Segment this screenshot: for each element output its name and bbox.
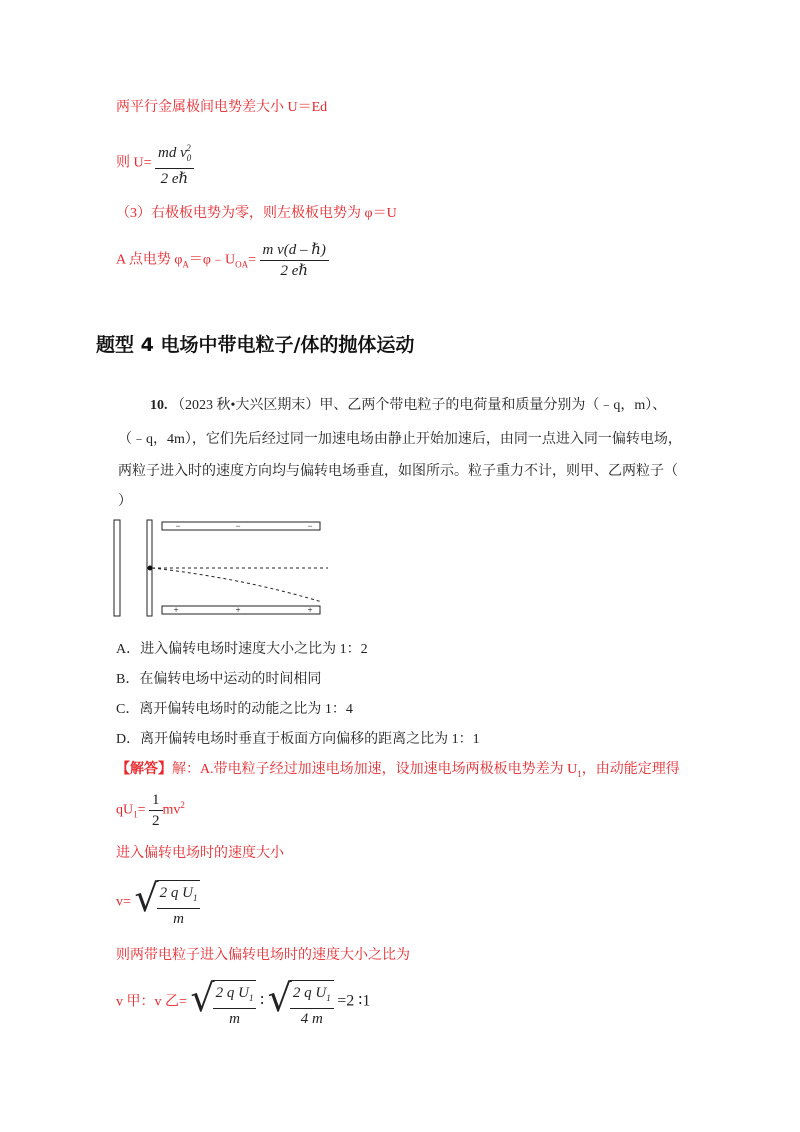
deflection-diagram xyxy=(112,516,336,620)
sub-1: 1 xyxy=(192,893,198,903)
text-speed: 进入偏转电场时的速度大小 xyxy=(116,846,284,861)
ratio-result: =2 ∶1 xyxy=(337,992,371,1010)
formula-u xyxy=(116,138,194,189)
section-heading: 题型 4 电场中带电粒子/体的抛体运动 xyxy=(96,334,415,356)
v-den: m xyxy=(173,911,184,927)
ratio-sqrt-1: √ $\frac{2 q U_1}{m}$ xyxy=(190,976,256,1029)
answer-intro-end: ，由动能定理得 xyxy=(581,762,680,777)
half-num: 1 xyxy=(149,790,163,811)
answer-tag: 【解答】 xyxy=(116,762,172,777)
formula-ratio xyxy=(116,976,370,1029)
text-ratio: 则两带电粒子进入偏转电场时的速度大小之比为 xyxy=(116,948,410,963)
formula-v xyxy=(116,876,200,929)
question-line-2: （﹣q，4m），它们先后经过同一加速电场由静止开始加速后，由同一点进入同一偏转电场， xyxy=(118,432,682,447)
v-num: 2 q U xyxy=(159,885,193,901)
phi-a-mid: ＝φ﹣U xyxy=(188,252,236,268)
ratio-sqrt-2: √ $\frac{2 q U_1}{4 m}$ xyxy=(268,976,334,1029)
v-fraction xyxy=(157,883,201,929)
curved-path xyxy=(152,568,322,602)
ratio-fraction-2 xyxy=(290,983,334,1029)
plus-sign: + xyxy=(173,605,179,615)
minus-sign: − xyxy=(175,521,181,531)
top-deflection-plate xyxy=(162,522,320,530)
phi-a-den: 2 eℏ xyxy=(280,263,309,279)
ratio-den-2: 4 m xyxy=(300,1011,323,1027)
answer-intro-text: 解：A.带电粒子经过加速电场加速，设加速电场两极板电势差为 U xyxy=(172,762,578,777)
sub-a: A xyxy=(182,259,189,270)
sub-1: 1 xyxy=(133,809,138,820)
choice-b: B．在偏转电场中运动的时间相同 xyxy=(116,672,322,687)
ratio-fraction-1 xyxy=(213,983,257,1029)
v-left: v= xyxy=(116,894,131,910)
eq1-right: mv xyxy=(162,802,181,818)
sub-oa: OA xyxy=(235,259,249,270)
phi-a-fraction xyxy=(260,240,329,281)
text-left-plate-potential: （3）右极板电势为零，则左极板电势为 φ＝U xyxy=(116,206,397,221)
minus-sign: − xyxy=(307,521,313,531)
ratio-den-1: m xyxy=(229,1011,240,1027)
half-den: 2 xyxy=(152,813,160,829)
eq1-left: qU xyxy=(116,802,134,818)
sup-2: 2 xyxy=(186,143,191,153)
formula-u-den: 2 eℏ xyxy=(160,171,189,187)
plus-sign: + xyxy=(307,605,313,615)
eq1-eq: = xyxy=(137,802,146,818)
choice-a: A．进入偏转电场时速度大小之比为 1：2 xyxy=(116,642,368,657)
bottom-deflection-plate xyxy=(162,606,320,614)
ratio-left: v 甲：v 乙= xyxy=(116,994,187,1010)
ratio-sep: ∶ xyxy=(259,992,265,1010)
choice-c: C．离开偏转电场时的动能之比为 1：4 xyxy=(116,702,353,717)
answer-intro xyxy=(116,758,680,779)
phi-a-eq: = xyxy=(248,252,257,268)
minus-sign: − xyxy=(235,521,241,531)
particle-entry-point xyxy=(148,566,153,571)
question-line-3: 两粒子进入时的速度方向均与偏转电场垂直，如图所示。粒子重力不计，则甲、乙两粒子（ xyxy=(118,464,678,479)
question-line-4: ） xyxy=(118,494,132,509)
choice-d: D．离开偏转电场时垂直于板面方向偏移的距离之比为 1：1 xyxy=(116,732,480,747)
sub-1: 1 xyxy=(326,993,331,1003)
sup-2: 2 xyxy=(180,800,185,811)
question-text-1: （2023 秋•大兴区期末）甲、乙两个带电粒子的电荷量和质量分别为（﹣q，m）、 xyxy=(171,398,667,413)
half-fraction xyxy=(149,790,163,831)
phi-a-prefix: A 点电势 φ xyxy=(116,252,183,268)
text-potential-difference: 两平行金属极间电势差大小 U＝Ed xyxy=(116,100,328,115)
formula-u-num: md v xyxy=(158,145,187,161)
formula-kinetic xyxy=(116,790,185,831)
question-line-1 xyxy=(150,396,666,416)
ratio-num-2: 2 q U xyxy=(292,985,327,1001)
v-sqrt: √ $\frac{2 q U_1}{m}$ xyxy=(134,876,200,929)
phi-a-num: m v(d – ℏ) xyxy=(260,240,329,261)
formula-u-fraction xyxy=(155,138,194,189)
formula-u-prefix: 则 U= xyxy=(116,155,152,171)
sub-1: 1 xyxy=(577,768,582,779)
plus-sign: + xyxy=(235,605,241,615)
question-number: 10. xyxy=(150,398,168,413)
sub-0: 0 xyxy=(186,153,192,163)
ratio-num-1: 2 q U xyxy=(215,985,249,1001)
accel-plate-left xyxy=(114,520,120,616)
formula-phi-a xyxy=(116,240,329,281)
sub-1: 1 xyxy=(248,993,254,1003)
